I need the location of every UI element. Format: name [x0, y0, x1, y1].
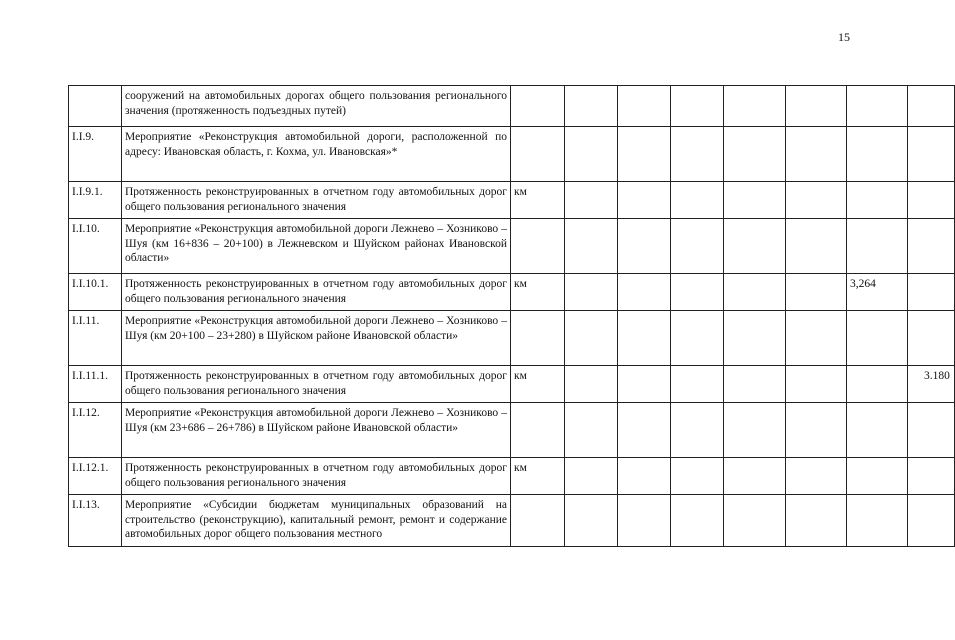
- indicator-name-cell: Мероприятие «Реконструкция автомобильной дороги, расположенной по адресу: Ивановская область, г. Кохма, ул. Ивановская»*: [122, 127, 511, 182]
- table-row: [69, 366, 955, 403]
- value-cell: [618, 495, 671, 547]
- unit-cell: [511, 495, 565, 547]
- value-cell: [724, 274, 786, 311]
- indicator-name-cell: Протяженность реконструированных в отчетном году автомобильных дорог общего пользования регионального значения: [122, 458, 511, 495]
- row-number-cell: I.I.10.1.: [69, 274, 122, 311]
- value-cell: [786, 311, 847, 366]
- unit-cell: км: [511, 182, 565, 219]
- value-cell: [724, 219, 786, 274]
- value-cell: [618, 311, 671, 366]
- row-number-cell: I.I.9.: [69, 127, 122, 182]
- value-cell: [565, 219, 618, 274]
- indicator-name-cell: Протяженность реконструированных в отчетном году автомобильных дорог общего пользования регионального значения: [122, 274, 511, 311]
- value-cell: [565, 274, 618, 311]
- value-cell: [565, 182, 618, 219]
- value-cell: [618, 86, 671, 127]
- value-cell: [618, 182, 671, 219]
- row-number-cell: I.I.13.: [69, 495, 122, 547]
- row-number-cell: I.I.10.: [69, 219, 122, 274]
- value-cell: [565, 495, 618, 547]
- value-cell: [724, 458, 786, 495]
- row-number-cell: I.I.12.1.: [69, 458, 122, 495]
- unit-cell: км: [511, 458, 565, 495]
- row-number-cell: [69, 86, 122, 127]
- value-cell: 3.180: [908, 366, 955, 403]
- row-number-cell: I.I.11.1.: [69, 366, 122, 403]
- value-cell: [786, 219, 847, 274]
- table-row: [69, 495, 955, 547]
- value-cell: [847, 86, 908, 127]
- indicator-name-cell: Мероприятие «Субсидии бюджетам муниципальных образований на строительство (реконструкцию), капитальный ремонт, ремонт и содержание автомобильных дорог общего пользования местного: [122, 495, 511, 547]
- row-number-cell: I.I.9.1.: [69, 182, 122, 219]
- page-number: 15: [838, 30, 850, 44]
- value-cell: [847, 219, 908, 274]
- value-cell: [671, 311, 724, 366]
- value-cell: [786, 495, 847, 547]
- indicator-name-cell: Мероприятие «Реконструкция автомобильной дороги Лежнево – Хозниково – Шуя (км 16+836 – 20+100) в Лежневском и Шуйском районах Ивановской области»: [122, 219, 511, 274]
- value-cell: [671, 495, 724, 547]
- value-cell: [786, 127, 847, 182]
- indicator-name-cell: сооружений на автомобильных дорогах общего пользования регионального значения (протяженность подъездных путей): [122, 86, 511, 127]
- value-cell: [724, 127, 786, 182]
- value-cell: [786, 366, 847, 403]
- table-row: [69, 311, 955, 366]
- value-cell: [565, 86, 618, 127]
- table-row: [69, 219, 955, 274]
- unit-cell: [511, 127, 565, 182]
- value-cell: [671, 274, 724, 311]
- value-cell: [847, 458, 908, 495]
- value-cell: [565, 366, 618, 403]
- value-cell: [908, 219, 955, 274]
- value-cell: [618, 366, 671, 403]
- value-cell: [671, 219, 724, 274]
- value-cell: [724, 403, 786, 458]
- unit-cell: км: [511, 366, 565, 403]
- indicator-name-cell: Мероприятие «Реконструкция автомобильной дороги Лежнево – Хозниково – Шуя (км 20+100 – 23+280) в Шуйском районе Ивановской области»: [122, 311, 511, 366]
- indicator-name-cell: Протяженность реконструированных в отчетном году автомобильных дорог общего пользования регионального значения: [122, 366, 511, 403]
- value-cell: [618, 219, 671, 274]
- value-cell: [847, 495, 908, 547]
- unit-cell: [511, 311, 565, 366]
- value-cell: [908, 403, 955, 458]
- value-cell: [618, 274, 671, 311]
- value-cell: [847, 366, 908, 403]
- value-cell: [908, 458, 955, 495]
- row-number-cell: I.I.11.: [69, 311, 122, 366]
- value-cell: [847, 311, 908, 366]
- value-cell: [671, 403, 724, 458]
- value-cell: [671, 458, 724, 495]
- unit-cell: [511, 86, 565, 127]
- value-cell: [847, 403, 908, 458]
- value-cell: [724, 86, 786, 127]
- value-cell: [908, 311, 955, 366]
- value-cell: [724, 366, 786, 403]
- value-cell: [618, 403, 671, 458]
- value-cell: [908, 127, 955, 182]
- value-cell: [565, 127, 618, 182]
- table-row: [69, 182, 955, 219]
- value-cell: [786, 403, 847, 458]
- value-cell: [908, 182, 955, 219]
- table-row: [69, 86, 955, 127]
- table-row: [69, 274, 955, 311]
- table-row: [69, 127, 955, 182]
- value-cell: [565, 403, 618, 458]
- value-cell: [786, 274, 847, 311]
- indicator-name-cell: Мероприятие «Реконструкция автомобильной дороги Лежнево – Хозниково – Шуя (км 23+686 – 26+786) в Шуйском районе Ивановской области»: [122, 403, 511, 458]
- indicators-table: [68, 85, 955, 547]
- value-cell: [565, 458, 618, 495]
- table-row: [69, 403, 955, 458]
- value-cell: [724, 182, 786, 219]
- value-cell: [786, 458, 847, 495]
- value-cell: [618, 458, 671, 495]
- value-cell: 3,264: [847, 274, 908, 311]
- value-cell: [908, 274, 955, 311]
- value-cell: [847, 182, 908, 219]
- value-cell: [671, 127, 724, 182]
- value-cell: [908, 495, 955, 547]
- value-cell: [671, 182, 724, 219]
- table-body: [69, 86, 955, 547]
- value-cell: [565, 311, 618, 366]
- value-cell: [671, 366, 724, 403]
- value-cell: [671, 86, 724, 127]
- table-row: [69, 458, 955, 495]
- value-cell: [724, 495, 786, 547]
- value-cell: [786, 182, 847, 219]
- value-cell: [786, 86, 847, 127]
- value-cell: [618, 127, 671, 182]
- value-cell: [847, 127, 908, 182]
- unit-cell: [511, 219, 565, 274]
- row-number-cell: I.I.12.: [69, 403, 122, 458]
- unit-cell: км: [511, 274, 565, 311]
- value-cell: [908, 86, 955, 127]
- indicator-name-cell: Протяженность реконструированных в отчетном году автомобильных дорог общего пользования регионального значения: [122, 182, 511, 219]
- unit-cell: [511, 403, 565, 458]
- value-cell: [724, 311, 786, 366]
